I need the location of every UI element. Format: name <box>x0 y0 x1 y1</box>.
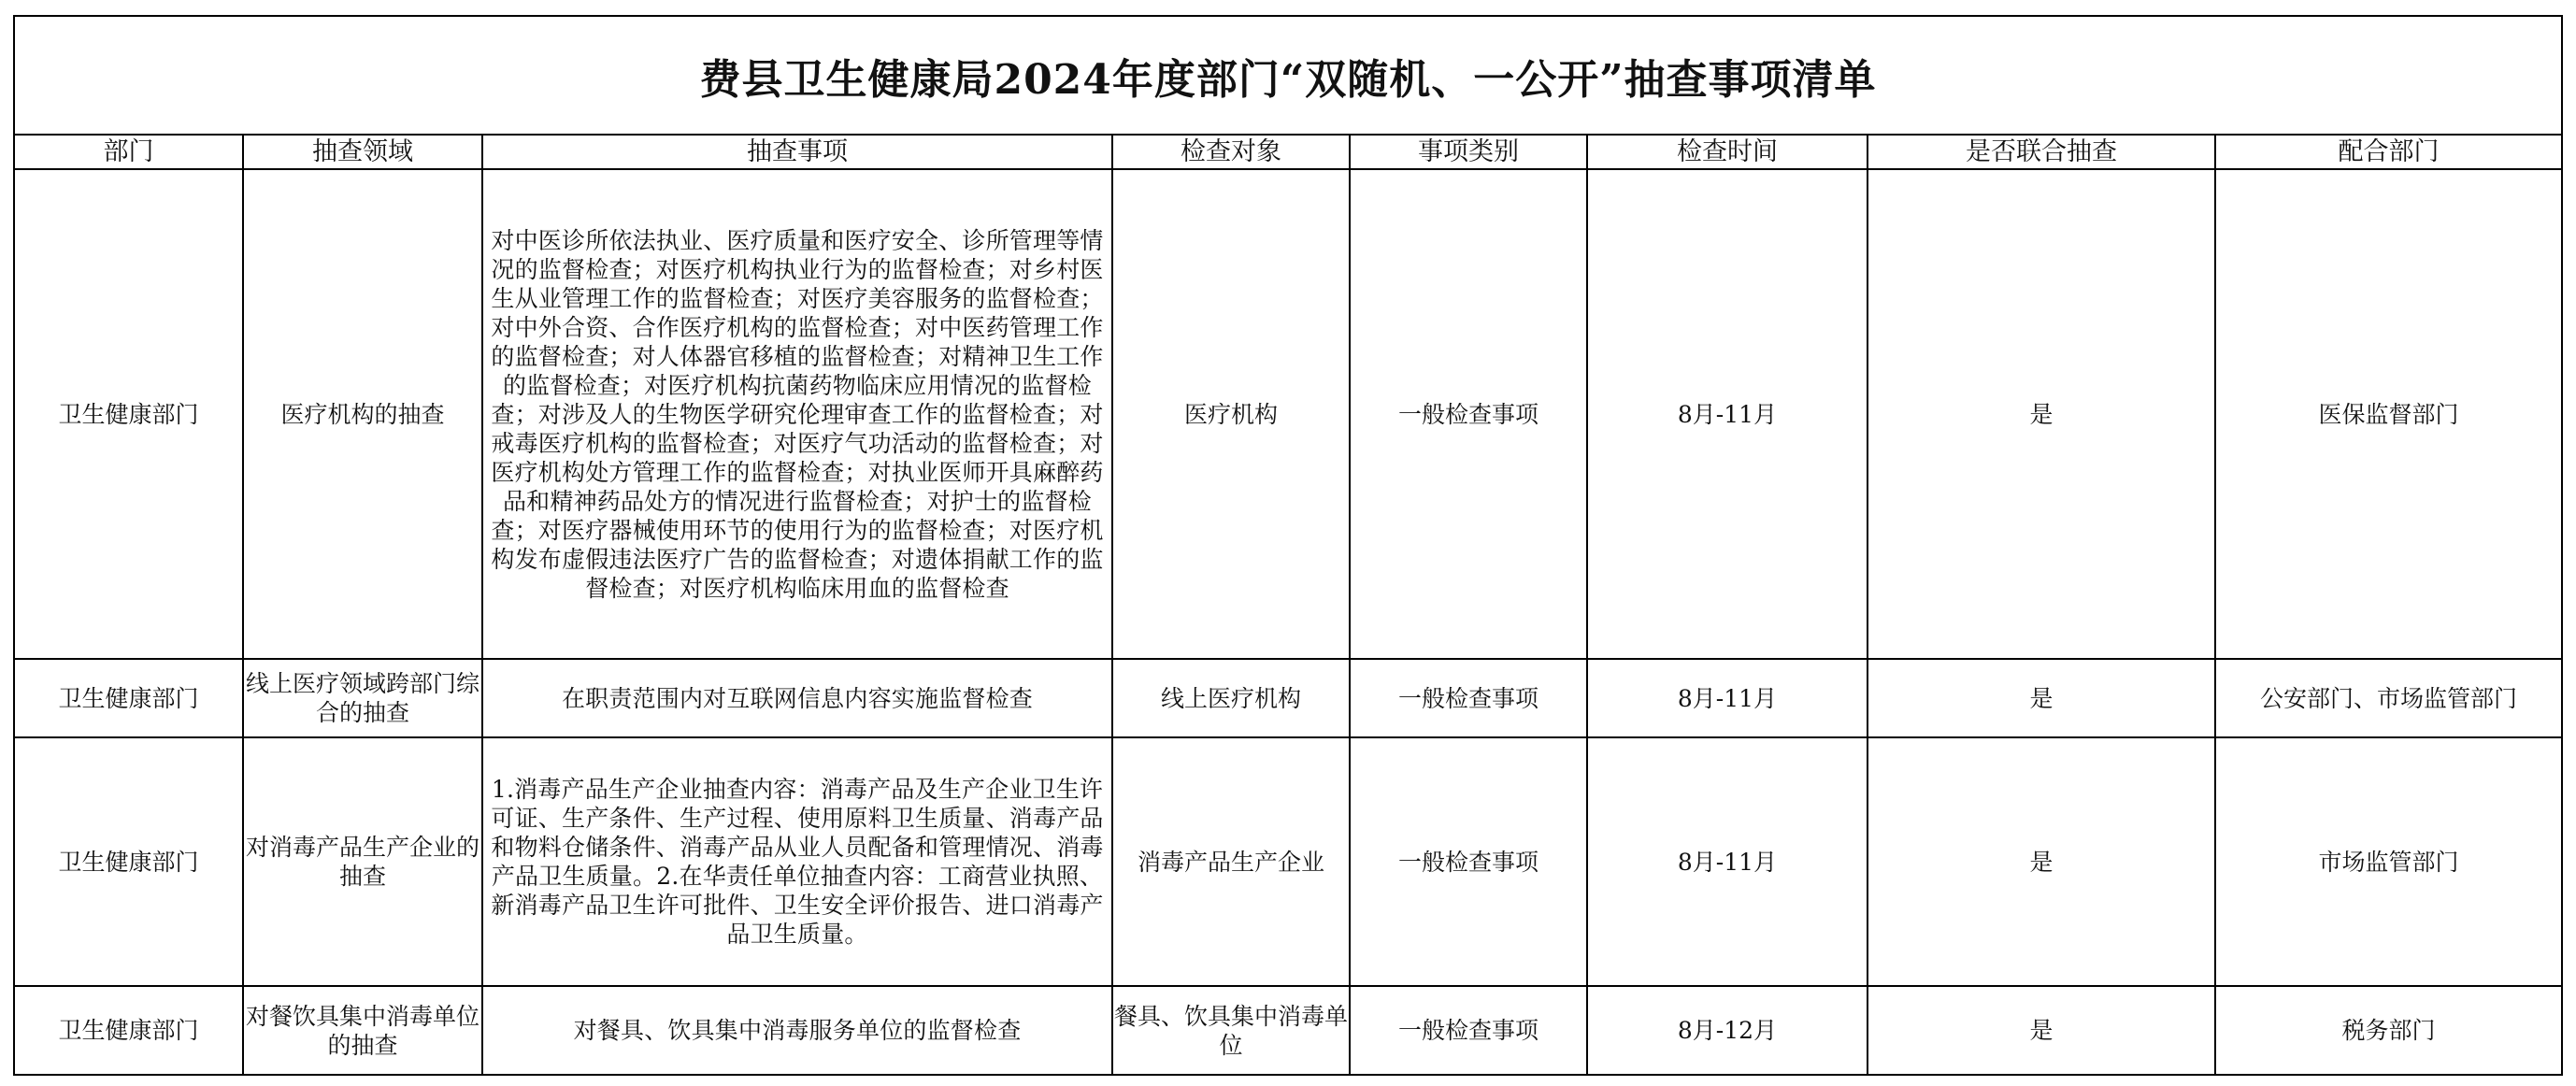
cell-category[interactable]: 一般检查事项 <box>1350 169 1587 659</box>
cell-partner[interactable]: 医保监督部门 <box>2215 169 2561 659</box>
cell-target[interactable]: 消毒产品生产企业 <box>1112 737 1350 986</box>
cell-joint[interactable]: 是 <box>1868 737 2215 986</box>
cell-category[interactable]: 一般检查事项 <box>1350 737 1587 986</box>
cell-department[interactable]: 卫生健康部门 <box>15 169 243 659</box>
cell-domain[interactable]: 对消毒产品生产企业的抽查 <box>243 737 482 986</box>
cell-domain[interactable]: 对餐饮具集中消毒单位的抽查 <box>243 986 482 1074</box>
cell-joint[interactable]: 是 <box>1868 169 2215 659</box>
cell-target[interactable]: 餐具、饮具集中消毒单位 <box>1112 986 1350 1074</box>
spreadsheet-sheet <box>13 15 2563 1076</box>
header-partner[interactable]: 配合部门 <box>2215 136 2561 169</box>
table-row <box>15 169 2561 659</box>
cell-joint[interactable]: 是 <box>1868 986 2215 1074</box>
table-row <box>15 659 2561 737</box>
inspection-table <box>15 136 2561 1074</box>
header-department[interactable]: 部门 <box>15 136 243 169</box>
cell-items[interactable]: 对餐具、饮具集中消毒服务单位的监督检查 <box>482 986 1112 1074</box>
cell-partner[interactable]: 税务部门 <box>2215 986 2561 1074</box>
cell-department[interactable]: 卫生健康部门 <box>15 659 243 737</box>
cell-time[interactable]: 8月-11月 <box>1587 659 1868 737</box>
cell-joint[interactable]: 是 <box>1868 659 2215 737</box>
header-target[interactable]: 检查对象 <box>1112 136 1350 169</box>
header-row <box>15 136 2561 169</box>
cell-partner[interactable]: 市场监管部门 <box>2215 737 2561 986</box>
cell-target[interactable]: 线上医疗机构 <box>1112 659 1350 737</box>
cell-category[interactable]: 一般检查事项 <box>1350 986 1587 1074</box>
cell-items[interactable]: 在职责范围内对互联网信息内容实施监督检查 <box>482 659 1112 737</box>
cell-department[interactable]: 卫生健康部门 <box>15 737 243 986</box>
title-cell[interactable] <box>15 17 2561 136</box>
table-row <box>15 986 2561 1074</box>
header-time[interactable]: 检查时间 <box>1587 136 1868 169</box>
cell-partner[interactable]: 公安部门、市场监管部门 <box>2215 659 2561 737</box>
cell-time[interactable]: 8月-12月 <box>1587 986 1868 1074</box>
cell-domain[interactable]: 医疗机构的抽查 <box>243 169 482 659</box>
cell-category[interactable]: 一般检查事项 <box>1350 659 1587 737</box>
cell-department[interactable]: 卫生健康部门 <box>15 986 243 1074</box>
cell-items[interactable]: 1.消毒产品生产企业抽查内容：消毒产品及生产企业卫生许可证、生产条件、生产过程、使用原料卫生质量、消毒产品和物料仓储条件、消毒产品从业人员配备和管理情况、消毒产品卫生质量。2.在华责任单位抽查内容：工商营业执照、新消毒产品卫生许可批件、卫生安全评价报告、进口消毒产品卫生质量。 <box>482 737 1112 986</box>
cell-target[interactable]: 医疗机构 <box>1112 169 1350 659</box>
header-category[interactable]: 事项类别 <box>1350 136 1587 169</box>
cell-domain[interactable]: 线上医疗领域跨部门综合的抽查 <box>243 659 482 737</box>
cell-time[interactable]: 8月-11月 <box>1587 169 1868 659</box>
header-domain[interactable]: 抽查领域 <box>243 136 482 169</box>
header-joint[interactable]: 是否联合抽查 <box>1868 136 2215 169</box>
cell-items[interactable]: 对中医诊所依法执业、医疗质量和医疗安全、诊所管理等情况的监督检查；对医疗机构执业行为的监督检查；对乡村医生从业管理工作的监督检查；对医疗美容服务的监督检查；对中外合资、合作医疗机构的监督检查；对中医药管理工作的监督检查；对人体器官移植的监督检查；对精神卫生工作的监督检查；对医疗机构抗菌药物临床应用情况的监督检查；对涉及人的生物医学研究伦理审查工作的监督检查；对戒毒医疗机构的监督检查；对医疗气功活动的监督检查；对医疗机构处方管理工作的监督检查；对执业医师开具麻醉药品和精神药品处方的情况进行监督检查；对护士的监督检查；对医疗器械使用环节的使用行为的监督检查；对医疗机构发布虚假违法医疗广告的监督检查；对遗体捐献工作的监督检查；对医疗机构临床用血的监督检查 <box>482 169 1112 659</box>
cell-time[interactable]: 8月-11月 <box>1587 737 1868 986</box>
table-row <box>15 737 2561 986</box>
header-items[interactable]: 抽查事项 <box>482 136 1112 169</box>
page-title: 费县卫生健康局2024年度部门“双随机、一公开”抽查事项清单 <box>699 55 1877 104</box>
